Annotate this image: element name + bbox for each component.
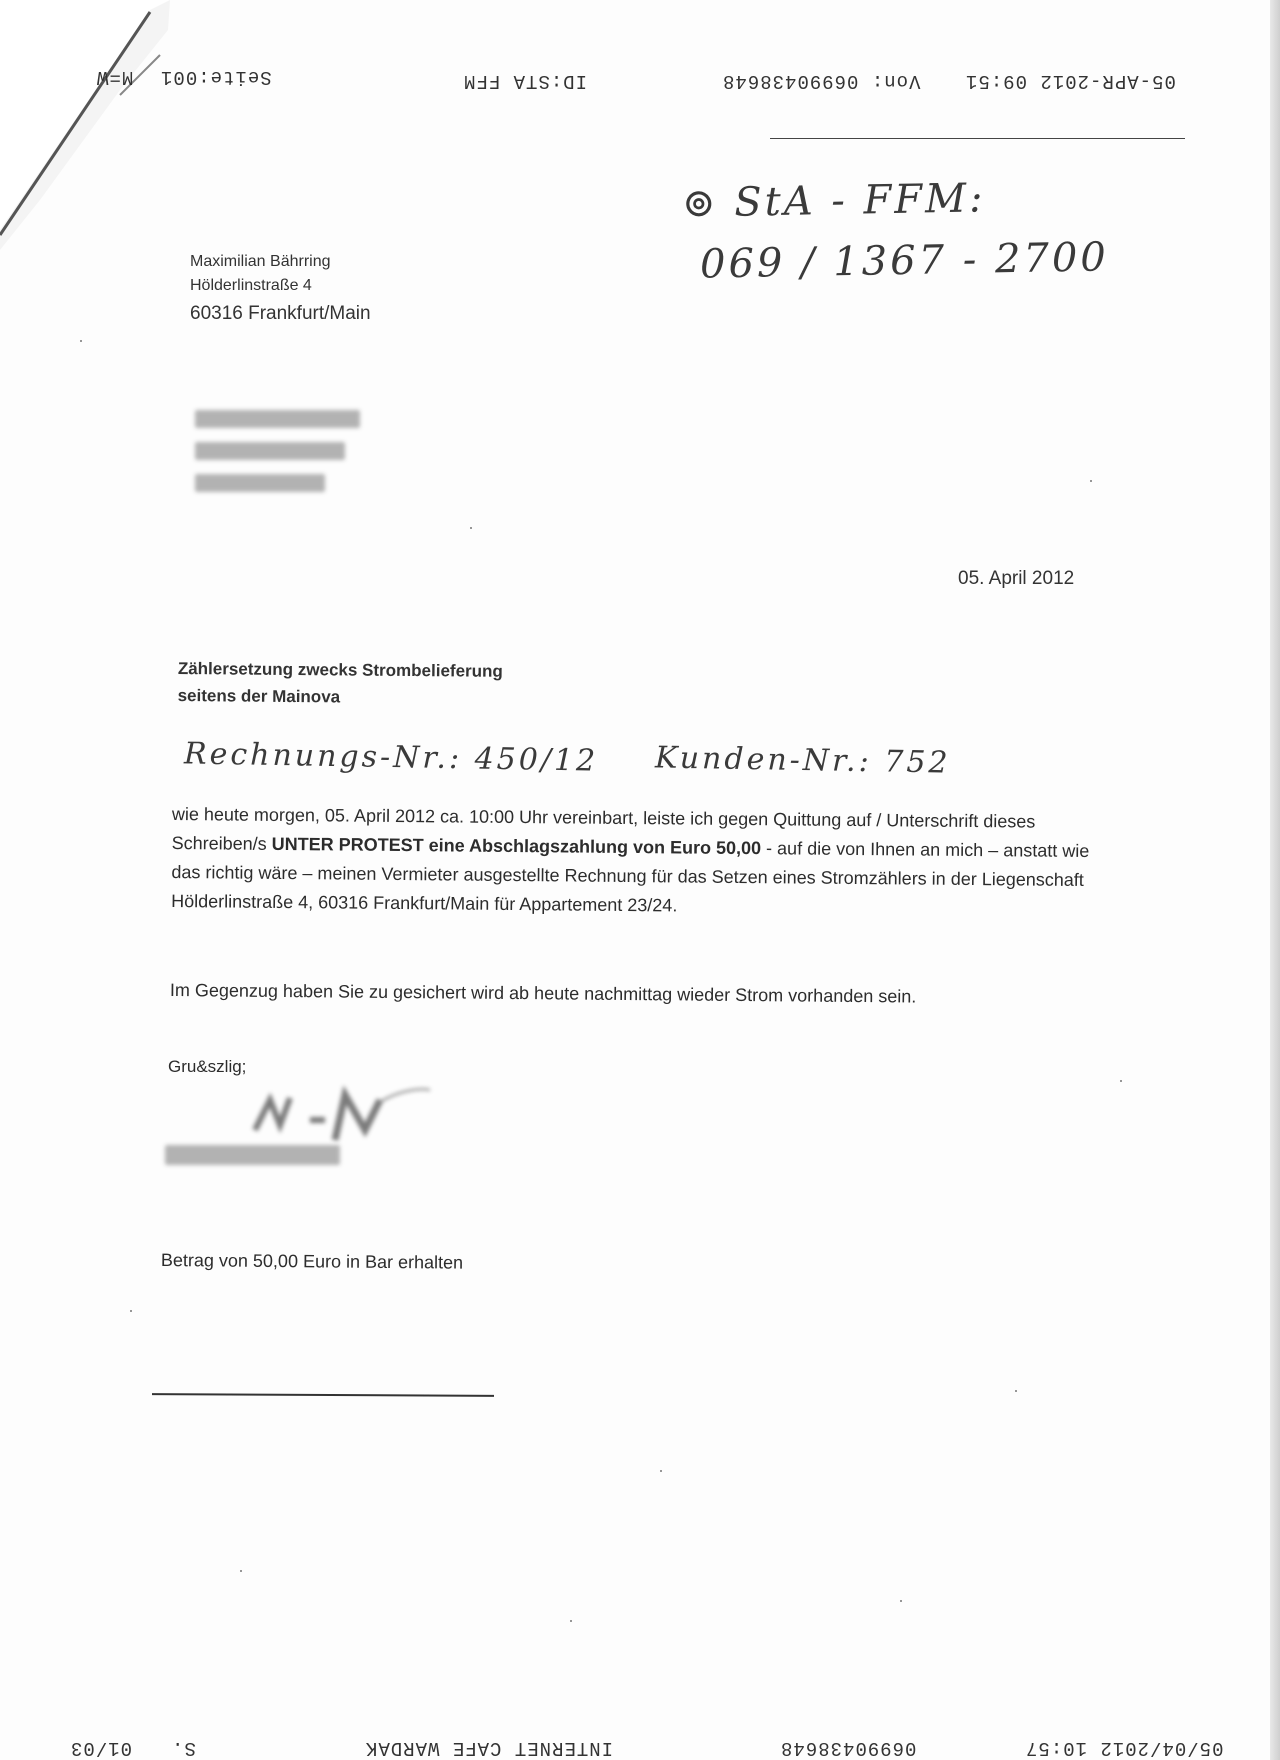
- page-edge: [1270, 0, 1280, 1760]
- fax-header-datetime: 05-APR-2012 09:51: [965, 70, 1176, 92]
- scan-speck: [130, 1310, 132, 1312]
- letter-body-paragraph: [171, 800, 1092, 924]
- payment-received-note: Betrag von 50,00 Euro in Bar erhalten: [160, 1250, 464, 1273]
- fax-footer-name: INTERNET CAFE WARDAK: [365, 1737, 614, 1759]
- scan-speck: [900, 1600, 902, 1602]
- fax-header-page: Seite:001: [160, 66, 272, 88]
- fax-footer-page: 01/03: [70, 1737, 133, 1759]
- signer-name-redacted: [165, 1145, 340, 1165]
- scan-speck: [1015, 1390, 1017, 1392]
- recipient-redacted-line3: [195, 474, 325, 492]
- sender-address: [190, 250, 371, 326]
- scan-speck: [1090, 480, 1092, 482]
- recipient-redacted-line2: [195, 442, 345, 460]
- body-p1-bold: UNTER PROTEST eine Abschlagszahlung von Euro 50,00: [271, 833, 762, 859]
- sender-street: Hölderlinstraße 4: [190, 277, 312, 294]
- fax-header-from: Von: 06990438648: [722, 70, 921, 92]
- subject-line1: Zählersetzung zwecks Strombelieferung: [177, 658, 503, 681]
- scan-speck: [240, 1570, 242, 1572]
- subject-line2: seitens der Mainova: [177, 685, 341, 707]
- letter-greeting: Gru&szlig;: [168, 1057, 247, 1076]
- scan-speck: [660, 1470, 662, 1472]
- sender-city: 60316 Frankfurt/Main: [190, 303, 371, 324]
- body-p1-start: wie heute morgen, 05. April 2012 ca. 10:00 Uhr vereinbart, leiste ich gegen Quittung auf / Unterschrift dieses Schreiben/s: [171, 803, 1036, 854]
- handwritten-note-line2: 069 / 1367 - 2700: [699, 234, 1110, 288]
- letter-subject: [178, 655, 503, 712]
- fax-footer-s: S.: [171, 1737, 196, 1759]
- scan-speck: [470, 527, 472, 529]
- fax-header-rule: [770, 138, 1185, 139]
- handwritten-invoice-number: Rechnungs-Nr.: 450/12: [183, 736, 599, 779]
- folded-corner: [0, 0, 170, 250]
- handwritten-customer-number: Kunden-Nr.: 752: [654, 740, 951, 781]
- handwritten-note-line1: ⊚ StA - FFM:: [681, 175, 986, 227]
- fax-header-id: ID:STA FFM: [463, 70, 588, 92]
- signature-redacted: [240, 1080, 440, 1150]
- fax-footer-number: 06990438648: [780, 1737, 917, 1759]
- letter-body-paragraph-2: Im Gegenzug haben Sie zu gesichert wird ab heute nachmittag wieder Strom vorhanden sein.: [169, 980, 917, 1007]
- scan-speck: [80, 340, 82, 342]
- receipt-signature-line: [152, 1393, 494, 1397]
- fax-footer-datetime: 05/04/2012 10:57: [1025, 1737, 1224, 1759]
- fax-header-page-cut: M=W: [96, 66, 134, 88]
- letter-date: 05. April 2012: [958, 568, 1075, 589]
- recipient-redacted-line1: [195, 410, 360, 428]
- sender-name: Maximilian Bährring: [190, 253, 331, 270]
- scan-speck: [1120, 1080, 1122, 1082]
- scan-speck: [570, 1620, 572, 1622]
- body-p1-end: - auf die von Ihnen an mich – anstatt wie das richtig wäre – meinen Vermieter ausgestellte Rechnung für das Setzen eines Stromzählers in der Liegenschaft Hölderlinstraße 4, 60316 Frankfurt/Main für Appartement 23/24.: [171, 838, 1090, 916]
